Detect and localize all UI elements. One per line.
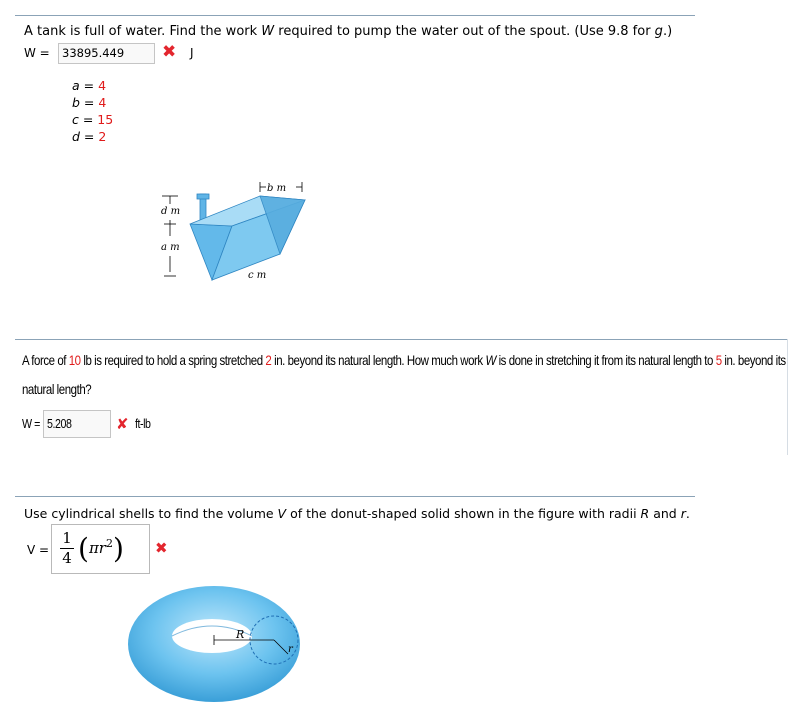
answer-input-volume[interactable]	[51, 524, 150, 574]
fraction: 1 4	[60, 530, 74, 567]
top-rule	[15, 15, 695, 16]
answer2-label: W =	[22, 416, 40, 431]
torus-figure	[122, 582, 312, 704]
param-a: a = 4	[72, 78, 107, 93]
question-text-2: required to pump the water out of the spout. (Use 9.8 for	[274, 24, 655, 39]
problem2-question-line2: natural length?	[22, 381, 92, 397]
expression: $(\pi r^2)$	[78, 532, 124, 565]
label-cm: c m	[248, 270, 267, 281]
question-text-3: .)	[662, 24, 673, 39]
section2-right-border	[787, 339, 788, 455]
label-am: a m	[161, 242, 180, 253]
question-text: A tank is full of water. Find the work	[24, 24, 262, 39]
param-c: c = 15	[72, 112, 114, 127]
parameter-list	[72, 78, 113, 146]
section3-rule	[15, 496, 695, 497]
section2-rule	[15, 339, 788, 340]
label-R: R	[236, 628, 245, 641]
unit-label-2: ft-lb	[135, 416, 151, 431]
answer3-label: V =	[27, 543, 50, 557]
unit-label: J	[190, 46, 194, 60]
answer-input-work[interactable]: 33895.449	[58, 43, 155, 64]
answer-input-spring-work[interactable]: 5.208	[43, 410, 111, 438]
question-var-w: W	[261, 24, 275, 39]
target-value: 5	[715, 352, 722, 368]
stretch-value: 2	[265, 352, 272, 368]
problem2-question: A force of 10 lb is required to hold a spring stretched 2 in. beyond its natural length. How much work W is done in stretching it from its natural length to 5 in. beyond its	[22, 352, 786, 368]
label-bm: b m	[267, 183, 287, 194]
incorrect-x-icon-3: ✖	[155, 539, 168, 557]
label-dm: d m	[161, 206, 181, 217]
incorrect-x-icon-2: ✘	[116, 415, 129, 433]
question-var-g: g	[654, 24, 663, 39]
param-b: b = 4	[72, 95, 107, 110]
param-d: d = 2	[72, 129, 107, 144]
problem3-question: Use cylindrical shells to find the volume V of the donut-shaped solid shown in the figure with radii R and r.	[24, 506, 690, 521]
label-r: r	[288, 644, 293, 655]
incorrect-x-icon: ✖	[162, 42, 177, 62]
problem1-question	[24, 24, 672, 39]
tank-figure	[150, 176, 320, 288]
answer-label: W =	[24, 46, 50, 60]
force-value: 10	[68, 352, 81, 368]
